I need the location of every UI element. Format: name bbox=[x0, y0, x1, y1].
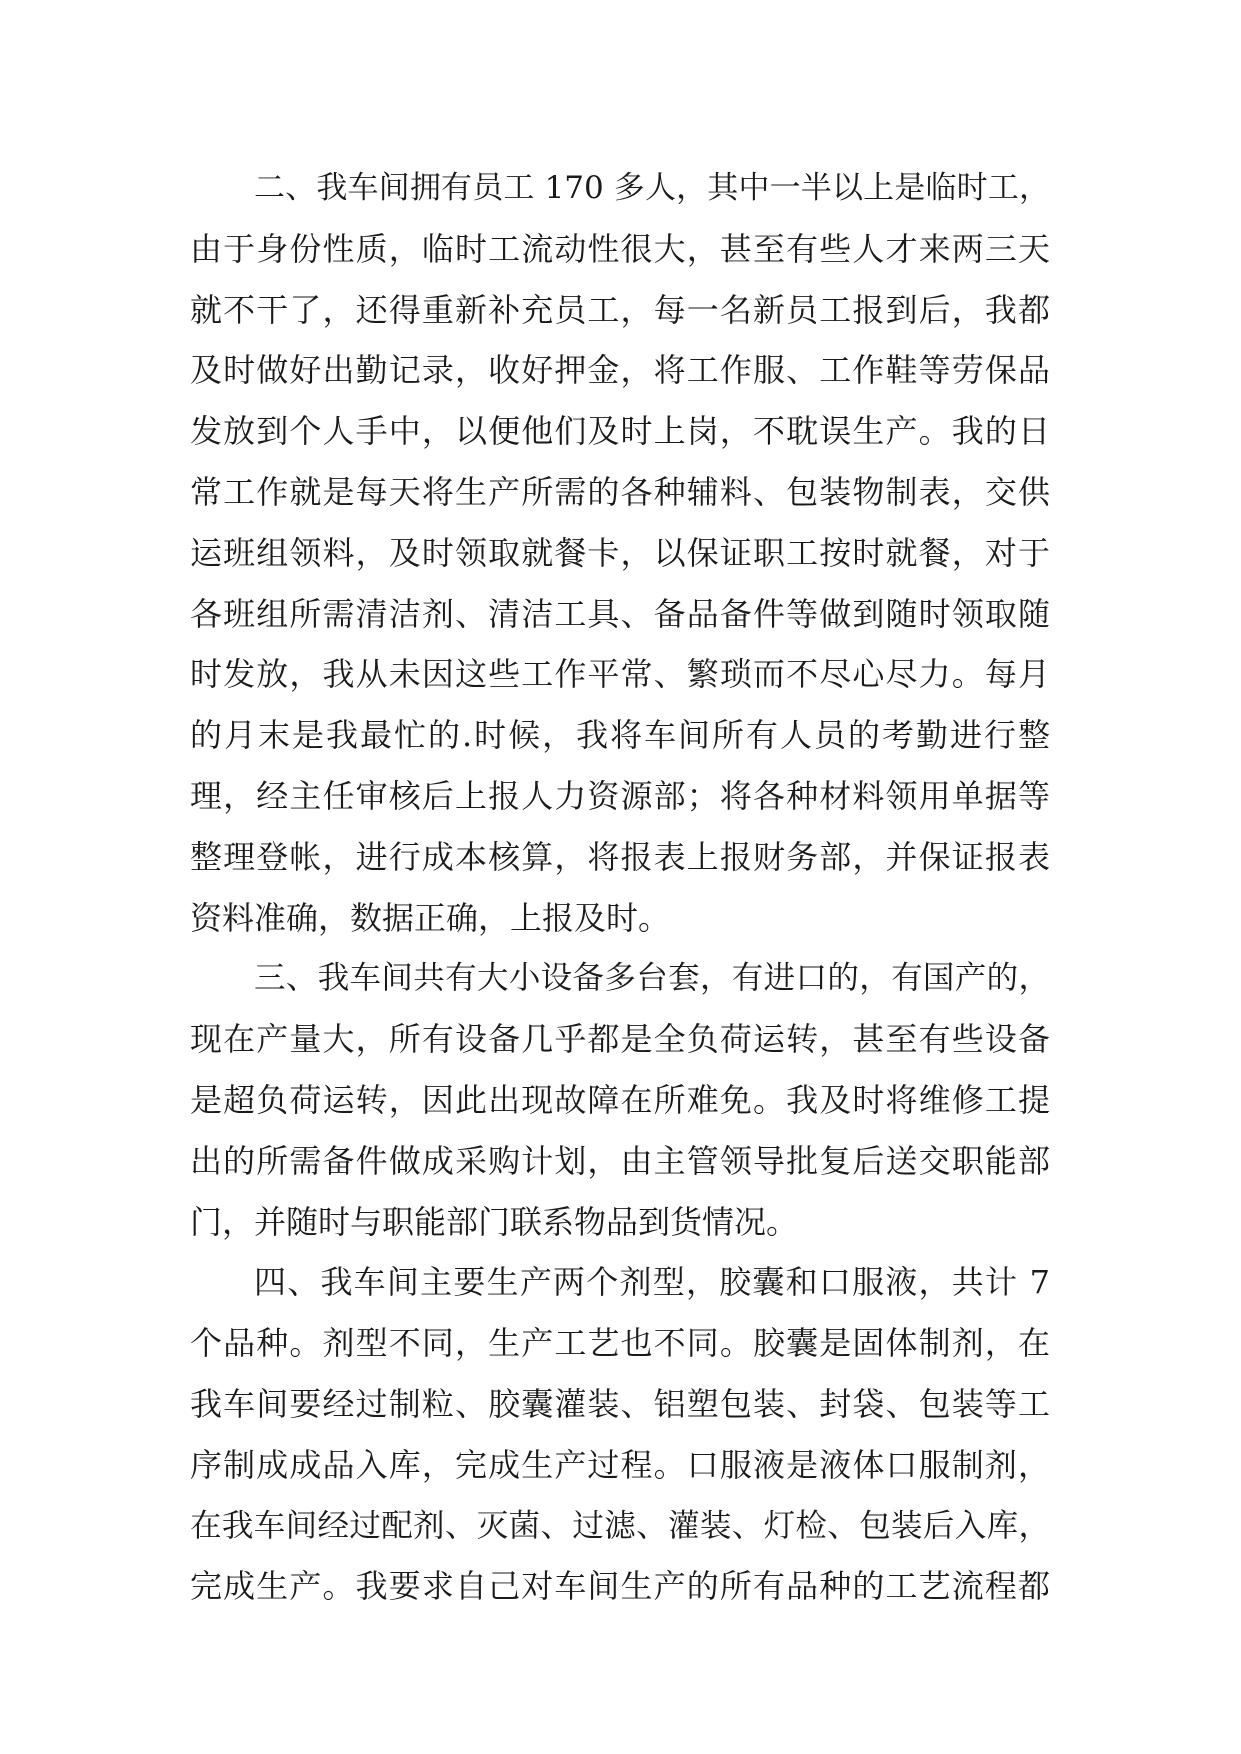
document-body bbox=[190, 158, 1050, 1617]
paragraph-2-line-5: 发放到个人手中，以便他们及时上岗，不耽误生产。我的日 bbox=[190, 412, 1050, 451]
paragraph-3-line-1: 三、我车间共有大小设备多台套，有进口的，有国产的， bbox=[254, 960, 1050, 997]
paragraph-2-line-11: 理，经主任审核后上报人力资源部；将各种材料领用单据等 bbox=[190, 776, 1050, 815]
paragraph-3-line-3: 是超负荷运转，因此出现故障在所难免。我及时将维修工提 bbox=[190, 1080, 1050, 1119]
paragraph-2-line-4: 及时做好出勤记录，收好押金，将工作服、工作鞋等劳保品 bbox=[190, 351, 1050, 390]
paragraph-2-line-13: 资料准确，数据正确，上报及时。 bbox=[190, 898, 671, 937]
paragraph-2-line-9: 时发放，我从未因这些工作平常、繁琐而不尽心尽力。每月 bbox=[190, 655, 1050, 694]
paragraph-2-line-8: 各班组所需清洁剂、清洁工具、备品备件等做到随时领取随 bbox=[190, 594, 1050, 633]
paragraph-4-line-4: 序制成成品入库，完成生产过程。口服液是液体口服制剂， bbox=[190, 1445, 1050, 1484]
paragraph-4-line-3: 我车间要经过制粒、胶囊灌装、铝塑包装、封袋、包装等工 bbox=[190, 1384, 1050, 1423]
paragraph-2-line-7: 运班组领料，及时领取就餐卡，以保证职工按时就餐，对于 bbox=[190, 533, 1050, 572]
paragraph-3-line-4: 出的所需备件做成采购计划，由主管领导批复后送交职能部 bbox=[190, 1141, 1050, 1180]
paragraph-4-line-5: 在我车间经过配剂、灭菌、过滤、灌装、灯检、包装后入库， bbox=[190, 1507, 1050, 1544]
paragraph-2-line-1: 二、我车间拥有员工 170 多人，其中一半以上是临时工， bbox=[254, 170, 1050, 206]
paragraph-2-line-6: 常工作就是每天将生产所需的各种辅料、包装物制表，交供 bbox=[190, 472, 1050, 511]
paragraph-2-line-3: 就不干了，还得重新补充员工，每一名新员工报到后，我都 bbox=[190, 290, 1050, 329]
paragraph-4-line-2: 个品种。剂型不同，生产工艺也不同。胶囊是固体制剂，在 bbox=[190, 1324, 1050, 1363]
paragraph-2-line-12: 整理登帐，进行成本核算，将报表上报财务部，并保证报表 bbox=[190, 837, 1050, 876]
paragraph-3-line-5: 门，并随时与职能部门联系物品到货情况。 bbox=[190, 1202, 799, 1241]
paragraph-2-line-2: 由于身份性质，临时工流动性很大，甚至有些人才来两三天 bbox=[190, 229, 1050, 268]
paragraph-4-line-6: 完成生产。我要求自己对车间生产的所有品种的工艺流程都 bbox=[190, 1567, 1050, 1606]
paragraph-2-line-10: 的月末是我最忙的.时候，我将车间所有人员的考勤进行整 bbox=[190, 716, 1050, 755]
paragraph-4-line-1: 四、我车间主要生产两个剂型，胶囊和口服液，共计 7 bbox=[254, 1263, 1050, 1302]
paragraph-3-line-2: 现在产量大，所有设备几乎都是全负荷运转，甚至有些设备 bbox=[190, 1020, 1050, 1059]
